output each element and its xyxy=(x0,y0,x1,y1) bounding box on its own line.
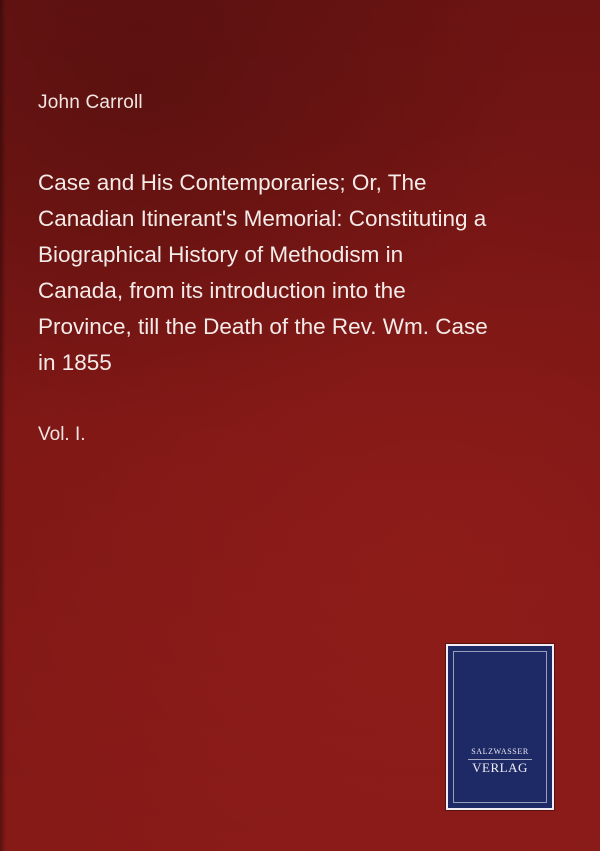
title-line: Case and His Contemporaries; Or, The xyxy=(38,170,427,195)
title-line: in 1855 xyxy=(38,350,112,375)
title-line: Canadian Itinerant's Memorial: Constituting a xyxy=(38,206,487,231)
cover-left-edge-shadow xyxy=(0,0,6,851)
title-line: Biographical History of Methodism in xyxy=(38,242,404,267)
publisher-name-top: SALZWASSER xyxy=(471,747,529,756)
publisher-logo xyxy=(446,644,554,810)
publisher-name-bottom: VERLAG xyxy=(472,760,528,775)
title-line: Canada, from its introduction into the xyxy=(38,278,406,303)
title-line: Province, till the Death of the Rev. Wm. Case xyxy=(38,314,488,339)
author-name: John Carroll xyxy=(38,92,143,113)
book-title xyxy=(38,165,578,381)
volume-label: Vol. I. xyxy=(38,424,86,445)
publisher-logo-frame xyxy=(453,651,547,803)
